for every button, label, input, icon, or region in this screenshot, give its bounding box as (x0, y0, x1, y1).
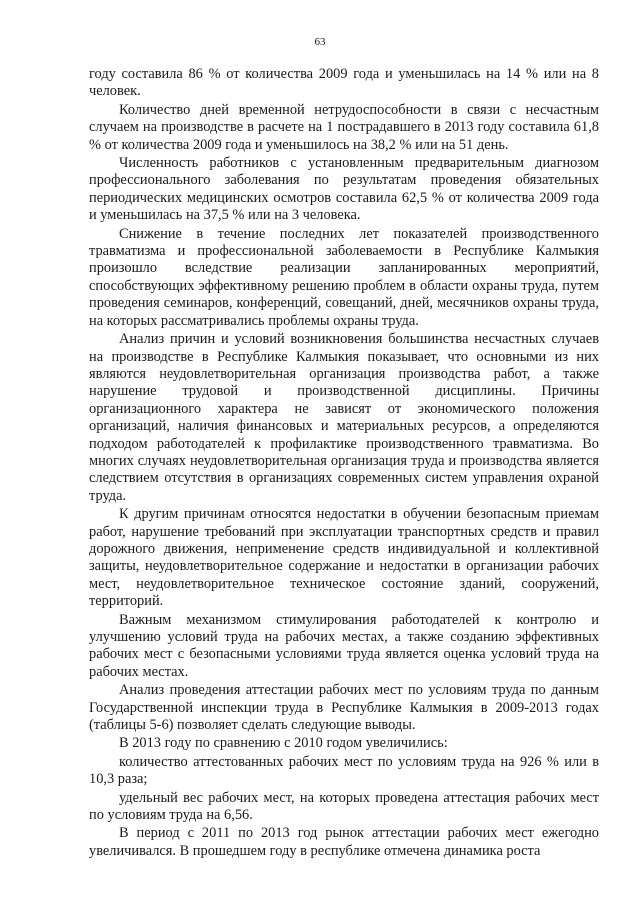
paragraph: Анализ проведения аттестации рабочих мест по условиям труда по данным Государственной инспекции труда в Республике Калмыкия в 2009-2013 годах (таблицы 5-6) позволяет сделать следующие выводы. (89, 682, 599, 734)
paragraph: Важным механизмом стимулирования работодателей к контролю и улучшению условий труда на рабочих местах, а также созданию эффективных рабочих мест с безопасными условиями труда является оценка условий труда на рабочих местах. (89, 611, 599, 680)
paragraph: Численность работников с установленным предварительным диагнозом профессионального заболевания по результатам проведения обязательных периодических медицинских осмотров составила 62,5 % от количества 2009 года и уменьшилась на 37,5 % или на 3 человека. (89, 155, 599, 224)
paragraph: В 2013 году по сравнению с 2010 годом увеличились: (119, 735, 448, 752)
paragraph: удельный вес рабочих мест, на которых проведена аттестация рабочих мест по условиям труда на 6,56. (89, 789, 599, 824)
paragraph: Снижение в течение последних лет показателей производственного травматизма и профессиональной заболеваемости в Республике Калмыкия произошло вследствие реализации запланированных мероприятий, способствующих эффективному решению проблем в области охраны труда, путем проведения семинаров, конференций, совещаний, дней, месячников охраны труда, на которых рассматривались проблемы охраны труда. (89, 225, 599, 329)
paragraph: В период с 2011 по 2013 год рынок аттестации рабочих мест ежегодно увеличивался. В прошедшем году в республике отмечена динамика роста (89, 825, 599, 859)
paragraph: К другим причинам относятся недостатки в обучении безопасным приемам работ, нарушение требований при эксплуатации транспортных средств и правил дорожного движения, неприменение средств индивидуальной и коллективной защиты, неудовлетворительное содержание и недостатки в организации рабочих мест, неудовлетворительное техническое состояние зданий, сооружений, территорий. (89, 506, 599, 610)
page-number: 63 (314, 36, 326, 48)
paragraph: Анализ причин и условий возникновения большинства несчастных случаев на производстве в Республике Калмыкия показывает, что основными из них являются неудовлетворительная организация производства работ, а также нарушение трудовой и производственной дисциплины. Причины организационного характера не зависят от экономического положения организаций, наличия финансовых и материальных ресурсов, а определяются подходом работодателей к профилактике производственного травматизма. Во многих случаях неудовлетворительная организация труда и производства является следствием отсутствия в организациях современных систем управления охраной труда. (89, 331, 599, 504)
paragraph: количество аттестованных рабочих мест по условиям труда на 926 % или в 10,3 раза; (89, 753, 599, 788)
paragraph: Количество дней временной нетрудоспособности в связи с несчастным случаем на производстве в расчете на 1 пострадавшего в 2013 году составила 61,8 % от количества 2009 года и уменьшилось на 38,2 % или на 51 день. (89, 101, 599, 153)
paragraph: году составила 86 % от количества 2009 года и уменьшилась на 14 % или на 8 человек. (89, 66, 599, 100)
document-body (89, 66, 599, 860)
